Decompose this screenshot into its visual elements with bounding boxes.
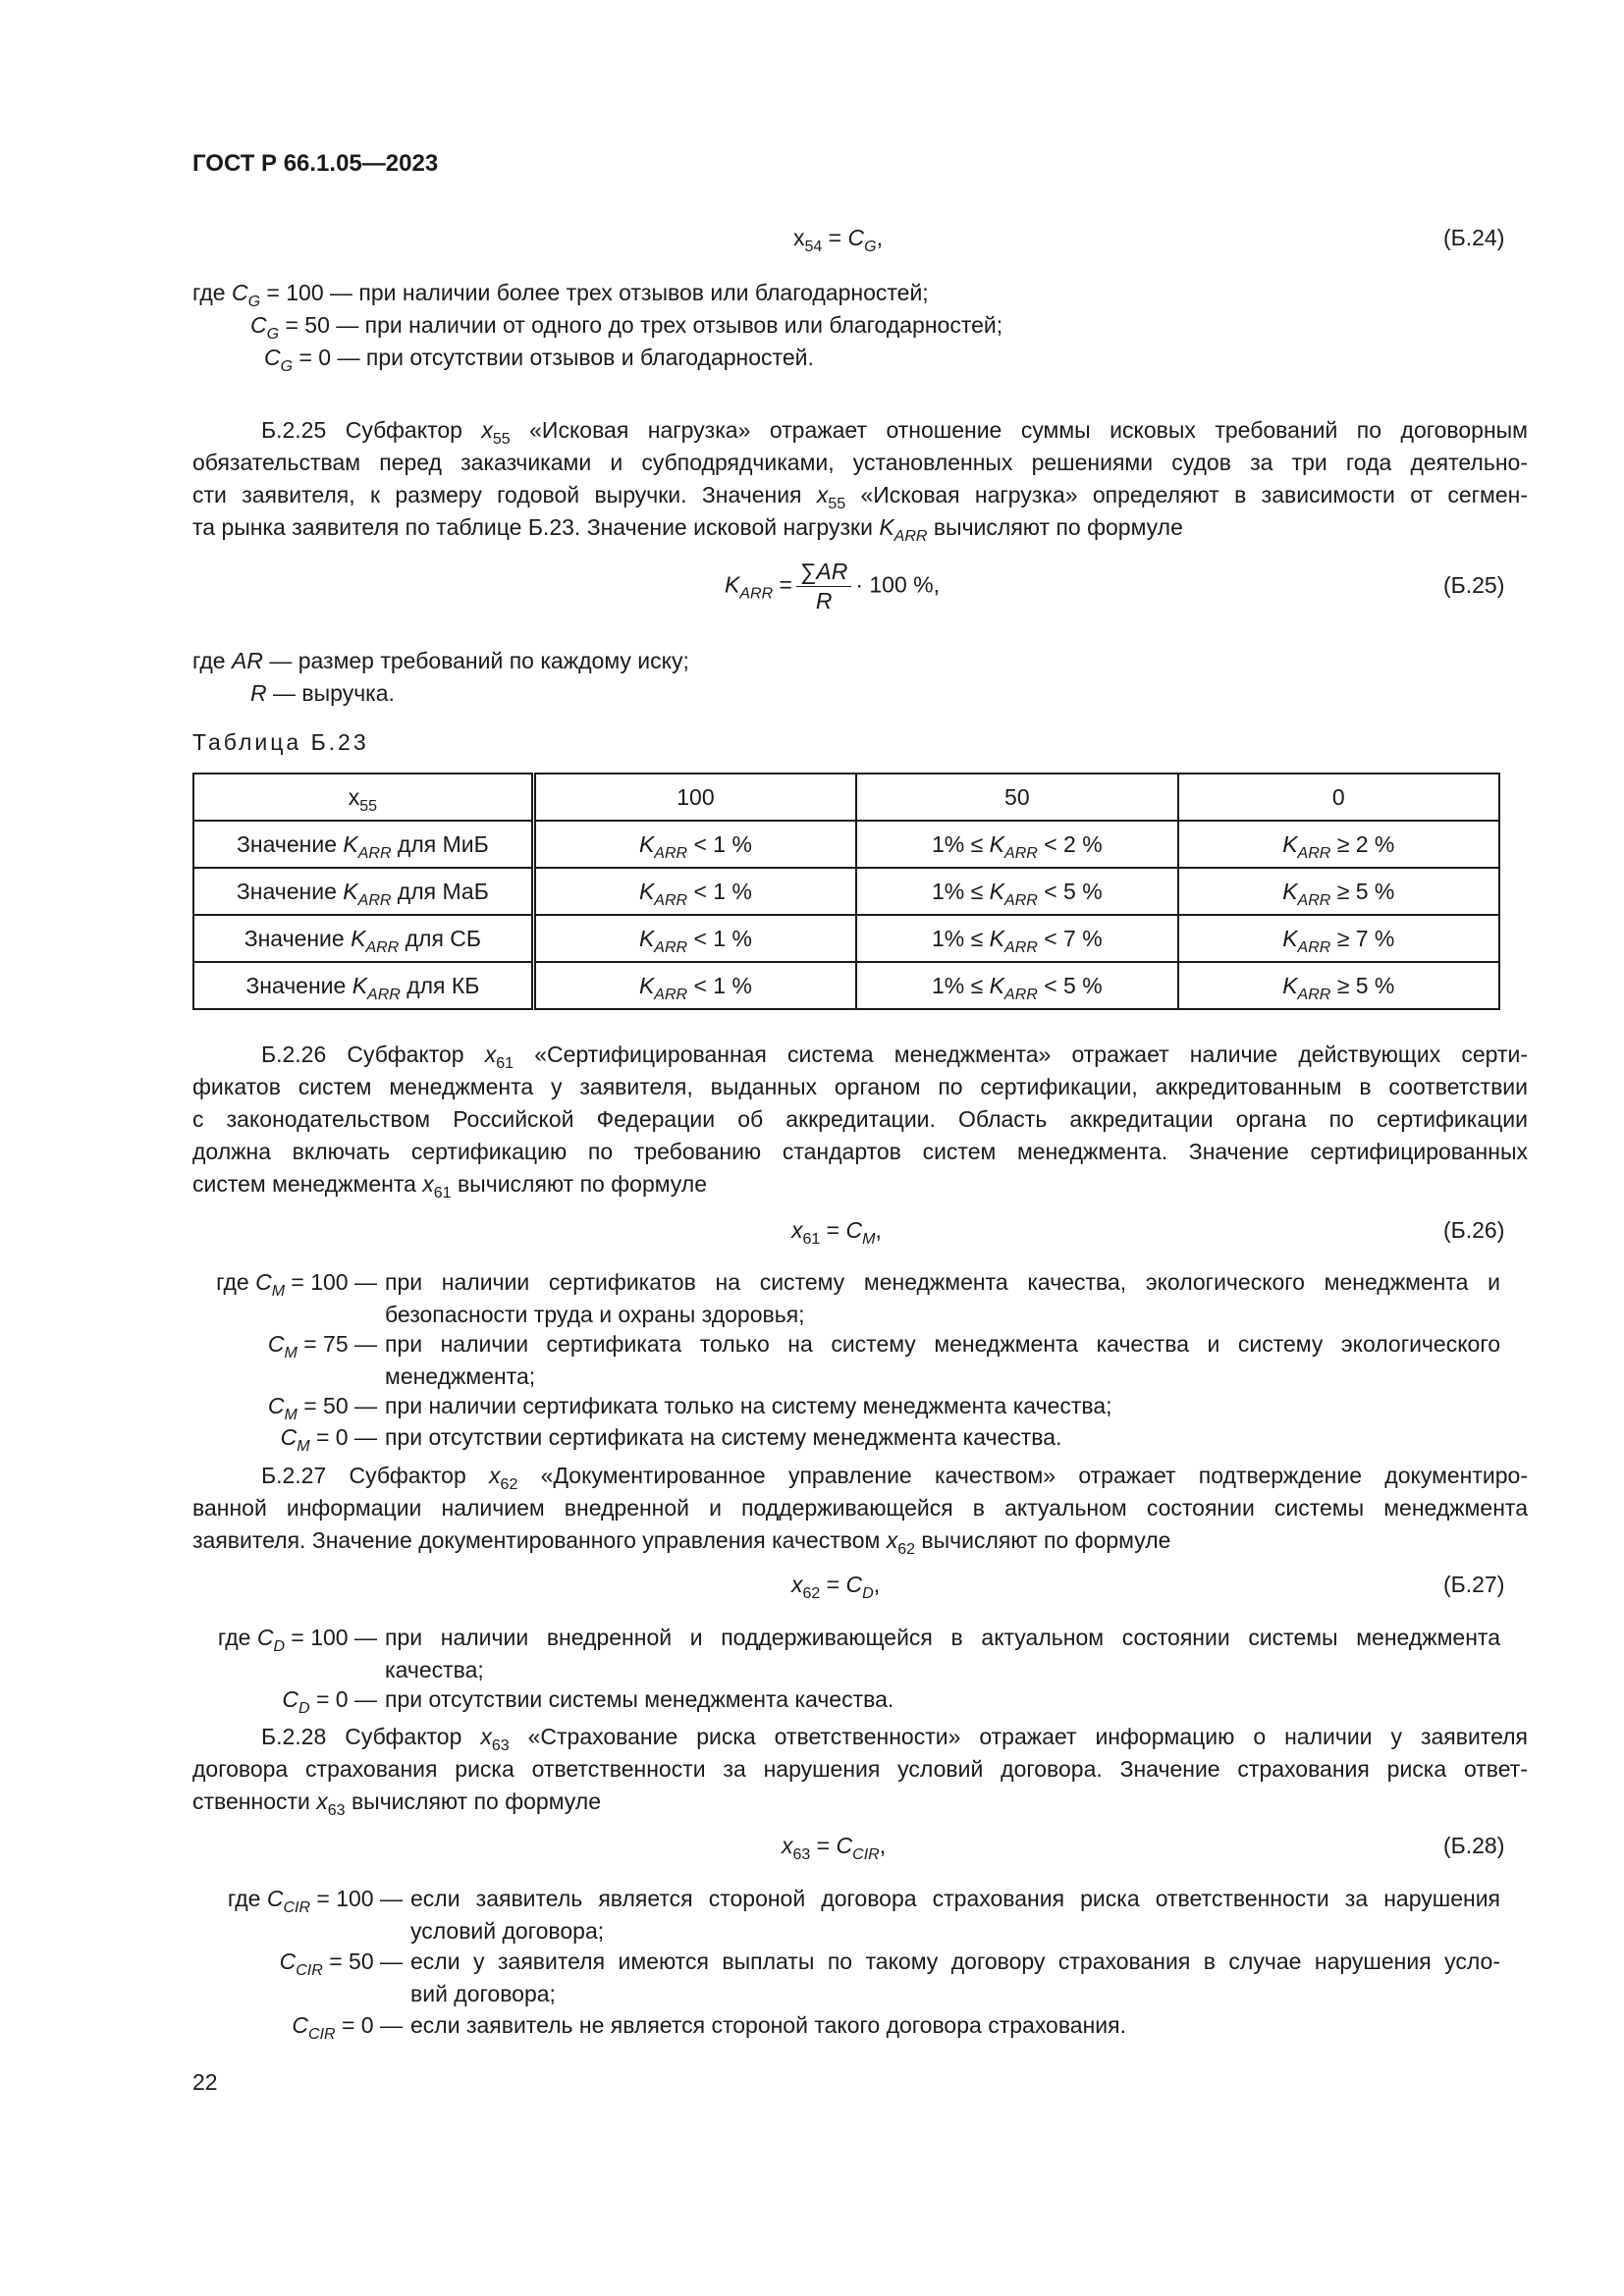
paragraph-b225: [192, 414, 1528, 544]
where-b28-text: если заявитель является стороной договора страхования риска ответственности за нарушения: [410, 1886, 1500, 1911]
where-b26-text: менеджмента;: [385, 1363, 536, 1389]
doc-header: ГОСТ Р 66.1.05—2023: [192, 150, 439, 177]
table-row: [193, 821, 1499, 868]
paragraph-b226-line-2: фикатов систем менеджмента у заявителя, выданных органом по сертификации, аккредитованным в соответствии: [192, 1074, 1528, 1099]
paragraph-b228-line-2: договора страхования риска ответственности за нарушения условий договора. Значение страхования риска ответ-: [192, 1756, 1528, 1782]
formula-b26: $x_{61} = C_M$,: [791, 1217, 882, 1248]
where-b24-text-1: при наличии более трех отзывов или благодарностей;: [358, 280, 929, 305]
formula-b25: $K_{ARR}$ = $\frac{\sum AR}{R}$ · 100 %,: [725, 559, 940, 614]
where-b28-text: условий договора;: [410, 1918, 605, 1944]
where-b27-text: при наличии внедренной и поддерживающейся в актуальном состоянии системы менеджмента: [385, 1625, 1500, 1650]
where-b26-text: при отсутствии сертификата на систему менеджмента качества.: [385, 1424, 1062, 1450]
where-b25-line-2: R — выручка.: [250, 680, 395, 706]
table-cell: $K_{ARR} < 1$ %: [533, 821, 856, 868]
where-b26-text: при наличии сертификатов на систему менеджмента качества, экологического менеджмента и: [385, 1269, 1500, 1295]
where-b25-text-1: размер требований по каждому иску;: [298, 648, 689, 673]
table-cell: $K_{ARR} \ge 7$ %: [1178, 915, 1499, 962]
table-row: [193, 868, 1499, 915]
table-caption: Таблица Б.23: [192, 729, 369, 755]
table-row: [193, 915, 1499, 962]
table-header-x55: $x_{55}$: [193, 774, 533, 821]
paragraph-b228-line-1: Б.2.28 Субфактор $x_{63}$ «Страхование риска ответственности» отражает информацию о наличии у заявителя: [261, 1724, 1528, 1754]
paragraph-b225-line-2: обязательствам перед заказчиками и субподрядчиками, установленных решениями судов за три года деятельно-: [192, 450, 1528, 475]
table-row: [193, 962, 1499, 1009]
table-row-label: Значение $K_{ARR}$ для КБ: [193, 962, 533, 1009]
table-cell: $K_{ARR} < 1$ %: [533, 915, 856, 962]
table-cell: $1\% \le K_{ARR} < 5$ %: [856, 868, 1177, 915]
paragraph-b228: [192, 1721, 1528, 1818]
table-header-cell: 50: [856, 774, 1177, 821]
where-b26-text: при наличии сертификата только на систему менеджмента качества и систему экологического: [385, 1331, 1500, 1357]
page-number: 22: [192, 2069, 218, 2095]
table-row-label: Значение $K_{ARR}$ для СБ: [193, 915, 533, 962]
table-b23: [192, 773, 1500, 1010]
where-b28-text: вий договора;: [410, 1981, 556, 2006]
formula-number-b26: (Б.26): [1443, 1217, 1505, 1243]
table-cell: $1\% \le K_{ARR} < 5$ %: [856, 962, 1177, 1009]
where-b27-text: при отсутствии системы менеджмента качества.: [385, 1686, 894, 1712]
document-page: ГОСТ Р 66.1.05—2023 $x_{54} = C_G$, (Б.24) где $C_G = 100$ — при наличии более трех отзывов или благодарностей; $C_G = 50$ — при наличии от одного до трех отзывов или благодарностей; $C_G = 0$ — при отсутствии отзывов и благодарностей. Б.2.25 Субфактор $x_{55}$ «Исковая нагрузка» отражает отношение суммы исковых требований по договорным обязательствам перед заказчиками и субподрядчиками, установленных решениями судов за три года деятельно- сти заявителя, к размеру годовой выручки. Значения $x_{55}$ «Исковая нагрузка» определяют в зависимости от сегмен- та рынка заявителя по таблице Б.23. Значение исковой нагрузки $K_{ARR}$ вычисляют по формуле $K_{ARR}$ = $\frac{\sum AR}{R}$ · 100 %, (Б.25) где AR — размер требований по каждому иску; R — выручка. Таблица Б.23 $x_{55}$ 100 50 0 Значение $K_{ARR}$ для МиБ $K_{ARR} < 1$ % $1\% \le K_{ARR} < 2$ % $K_{ARR} \ge 2$ % Значение $K_{ARR}$ для МаБ $K_{ARR} < 1$ % $1\% \le K_{ARR} < 5$ % $K_{ARR} \ge 5$ % Значение $K_{ARR}$ для СБ $K_{ARR} < 1$ % $1\% \le K_{ARR} < 7$ % $K_{ARR} \ge 7$ % Значение $K_{ARR}$ для КБ $K_{ARR} < 1$ % $1\% \le K_{ARR} < 5$ % $K_{ARR} \ge 5$ % Б.2.26 Субфактор $x_{61}$ «Сертифицированная система менеджмента» отражает наличие действующих серти- фикатов систем менеджмента у заявителя, выданных органом по сертификации, аккредитованным в соответствии с законодательством Российской Федерации об аккредитации. Область аккредитации органа по сертификации должна включать сертификацию по требованию стандартов систем менеджмента. Значение сертифицированных систем менеджмента $x_{61}$ вычисляют по формуле $x_{61} = C_M$, (Б.26) где $C_M = 100$ — при наличии сертификатов на систему менеджмента качества, экологического менеджмента и безопасности труда и охраны здоровья; $C_M = 75$ — при наличии сертификата только на систему менеджмента качества и систему экологического менеджмента; $C_M = 50$ — при наличии сертификата только на систему менеджмента качества; $C_M = 0$ — при отсутствии сертификата на систему менеджмента качества. Б.2.27 Субфактор $x_{62}$ «Документированное управление качеством» отражает подтверждение документиро- ванной информации наличием внедренной и поддерживающейся в актуальном состоянии системы менеджмента заявителя. Значение документированного управления качеством $x_{62}$ вычисляют по формуле $x_{62} = C_D$, (Б.27) где $C_D = 100$ — при наличии внедренной и поддерживающейся в актуальном состоянии системы менеджмента качества; $C_D = 0$ — при отсутствии системы менеджмента качества. Б.2.28 Субфактор $x_{63}$ «Страхование риска ответственности» отражает информацию о наличии у заявителя договора страхования риска ответственности за нарушения условий договора. Значение страхования риска ответ- ственности $x_{63}$ вычисляют по формуле $x_{63} = C_{CIR}$, (Б.28) где $C_{CIR} = 100$ — если заявитель является стороной договора страхования риска ответственности за нарушения условий договора; $C_{CIR} = 50$ — если у заявителя имеются выплаты по такому договору страхования в случае нарушения усло- вий договора; $C_{CIR} = 0$ — если заявитель не является стороной такого договора страхования. 22: [0, 0, 1624, 2296]
paragraph-b225-line-3: сти заявителя, к размеру годовой выручки. Значения $x_{55}$ «Исковая нагрузка» определяют в зависимости от сегмен-: [192, 482, 1528, 512]
table-cell: $1\% \le K_{ARR} < 7$ %: [856, 915, 1177, 962]
paragraph-b227-line-2: ванной информации наличием внедренной и поддерживающейся в актуальном состоянии системы менеджмента: [192, 1495, 1528, 1521]
where-b24-line-3: $C_G = 0$ — при отсутствии отзывов и благодарностей.: [264, 345, 814, 375]
where-b24-text-2: при наличии от одного до трех отзывов или благодарностей;: [364, 312, 1003, 338]
where-b24-line-1: где $C_G = 100$ — при наличии более трех отзывов или благодарностей;: [192, 280, 929, 310]
formula-b25-tail: · 100 %,: [855, 571, 940, 598]
where-b25-text-2: выручка.: [301, 680, 395, 706]
table-cell: $K_{ARR} < 1$ %: [533, 962, 856, 1009]
formula-number-b27: (Б.27): [1443, 1572, 1505, 1597]
paragraph-b225-line-1: Б.2.25 Субфактор $x_{55}$ «Исковая нагрузка» отражает отношение суммы исковых требований по договорным: [261, 417, 1528, 448]
paragraph-b227: [192, 1460, 1528, 1557]
table-cell: $K_{ARR} \ge 5$ %: [1178, 962, 1499, 1009]
where-b27-text: качества;: [385, 1657, 484, 1682]
where-b26-text: безопасности труда и охраны здоровья;: [385, 1302, 805, 1327]
formula-number-b25: (Б.25): [1443, 572, 1505, 598]
paragraph-b228-line-3: ственности $x_{63}$ вычисляют по формуле: [192, 1789, 601, 1819]
table-cell: $K_{ARR} \ge 2$ %: [1178, 821, 1499, 868]
paragraph-b226-line-1: Б.2.26 Субфактор $x_{61}$ «Сертифицированная система менеджмента» отражает наличие действующих серти-: [261, 1041, 1528, 1072]
paragraph-b225-line-4: та рынка заявителя по таблице Б.23. Значение исковой нагрузки $K_{ARR}$ вычисляют по формуле: [192, 514, 1183, 545]
paragraph-b226: [192, 1039, 1528, 1201]
table-cell: $1\% \le K_{ARR} < 2$ %: [856, 821, 1177, 868]
formula-b24: $x_{54} = C_G$,: [793, 225, 883, 255]
paragraph-b226-line-5: систем менеджмента $x_{61}$ вычисляют по формуле: [192, 1171, 708, 1201]
paragraph-b227-line-3: заявителя. Значение документированного управления качеством $x_{62}$ вычисляют по формуле: [192, 1527, 1171, 1558]
table-header-cell: 100: [533, 774, 856, 821]
formula-b27: $x_{62} = C_D$,: [791, 1572, 881, 1602]
where-b26-text: при наличии сертификата только на систему менеджмента качества;: [385, 1393, 1112, 1418]
table-header-cell: 0: [1178, 774, 1499, 821]
where-b28-text: если у заявителя имеются выплаты по такому договору страхования в случае нарушения усло-: [410, 1949, 1500, 1974]
where-b24-line-2: $C_G = 50$ — при наличии от одного до трех отзывов или благодарностей;: [250, 312, 1003, 343]
table-cell: $K_{ARR} < 1$ %: [533, 868, 856, 915]
paragraph-b226-line-3: с законодательством Российской Федерации об аккредитации. Область аккредитации органа по сертификации: [192, 1106, 1528, 1132]
formula-number-b24: (Б.24): [1443, 225, 1505, 250]
table-row-label: Значение $K_{ARR}$ для МиБ: [193, 821, 533, 868]
formula-b25-fraction: $\frac{\sum AR}{R}$: [796, 559, 851, 614]
where-b24-text-3: при отсутствии отзывов и благодарностей.: [365, 345, 814, 370]
table-row-label: Значение $K_{ARR}$ для МаБ: [193, 868, 533, 915]
where-b25-line-1: где AR — размер требований по каждому иску;: [192, 648, 689, 673]
formula-b28: $x_{63} = C_{CIR}$,: [782, 1833, 887, 1863]
paragraph-b226-line-4: должна включать сертификацию по требованию стандартов систем менеджмента. Значение сертифицированных: [192, 1139, 1528, 1164]
table-header-row: [193, 774, 1499, 821]
paragraph-b227-line-1: Б.2.27 Субфактор $x_{62}$ «Документированное управление качеством» отражает подтверждение документиро-: [261, 1463, 1528, 1493]
where-b28-text: если заявитель не является стороной такого договора страхования.: [410, 2012, 1126, 2038]
formula-number-b28: (Б.28): [1443, 1833, 1505, 1858]
table-cell: $K_{ARR} \ge 5$ %: [1178, 868, 1499, 915]
